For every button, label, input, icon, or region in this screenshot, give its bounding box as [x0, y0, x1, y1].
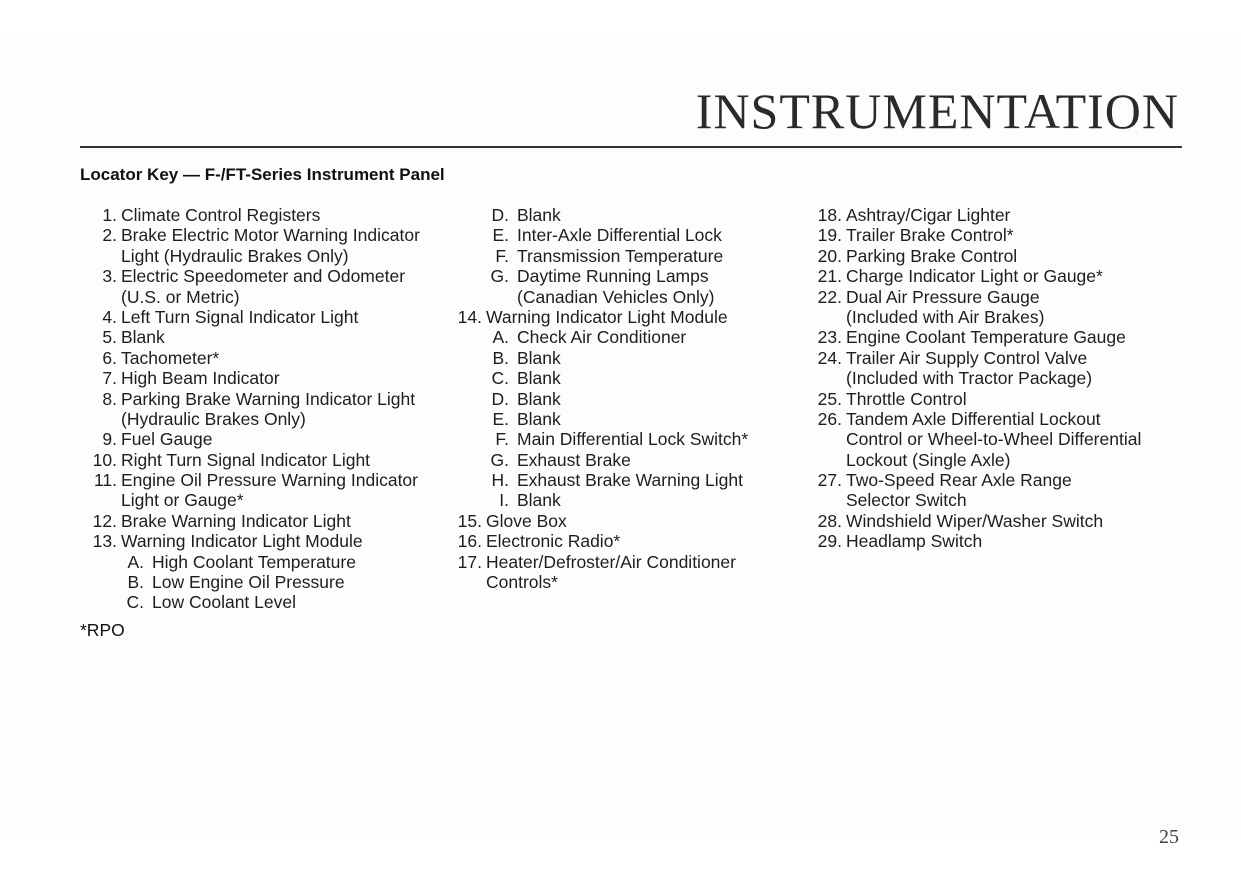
item-number	[80, 287, 117, 307]
locator-item	[805, 429, 1175, 449]
locator-item	[80, 429, 450, 449]
item-label: Light (Hydraulic Brakes Only)	[121, 245, 349, 266]
locator-item	[445, 450, 795, 470]
item-number: 17.	[457, 551, 482, 572]
item-number: 6.	[102, 347, 117, 368]
item-number: G.	[490, 266, 509, 287]
item-number	[80, 246, 117, 266]
locator-item	[805, 490, 1175, 510]
locator-item	[445, 266, 795, 286]
locator-item	[445, 490, 795, 510]
item-number: 24.	[817, 347, 842, 368]
item-label: Windshield Wiper/Washer Switch	[846, 510, 1104, 531]
item-number: 23.	[817, 327, 842, 348]
item-number: D.	[491, 205, 509, 225]
item-label: Brake Electric Motor Warning Indicator	[121, 225, 420, 246]
item-number	[805, 429, 842, 449]
locator-item	[805, 205, 1175, 225]
item-label: Ashtray/Cigar Lighter	[846, 205, 1011, 225]
item-number: D.	[491, 388, 509, 409]
locator-item	[445, 531, 795, 551]
item-number	[805, 368, 842, 388]
item-label: Blank	[517, 347, 561, 368]
locator-item	[80, 348, 450, 368]
locator-item	[80, 246, 450, 266]
item-label: Blank	[517, 205, 561, 225]
locator-item	[445, 287, 795, 307]
locator-item	[80, 307, 450, 327]
locator-item	[805, 368, 1175, 388]
item-label: Blank	[517, 490, 561, 511]
item-number	[80, 409, 117, 429]
item-number	[805, 307, 842, 327]
item-label: Engine Coolant Temperature Gauge	[846, 327, 1126, 348]
item-label: Blank	[517, 388, 561, 409]
item-number: 14.	[457, 306, 482, 327]
item-label: Main Differential Lock Switch*	[517, 429, 749, 450]
locator-item	[445, 389, 795, 409]
item-number: 8.	[102, 388, 117, 409]
item-label: Tachometer*	[121, 347, 220, 368]
item-label: Transmission Temperature	[517, 245, 724, 266]
footnote: *RPO	[80, 620, 125, 640]
locator-item	[445, 429, 795, 449]
item-number: 10.	[92, 449, 117, 470]
header-rule	[80, 146, 1182, 148]
locator-item	[445, 470, 795, 490]
item-number: H.	[491, 470, 509, 491]
item-label: Engine Oil Pressure Warning Indicator	[121, 470, 418, 491]
item-label: Warning Indicator Light Module	[121, 531, 363, 552]
item-label: Inter-Axle Differential Lock	[517, 225, 722, 246]
item-label: Lockout (Single Axle)	[846, 449, 1011, 470]
item-label: Left Turn Signal Indicator Light	[121, 306, 359, 327]
locator-item	[80, 368, 450, 388]
item-number: B.	[127, 572, 144, 593]
locator-item	[80, 592, 450, 612]
item-label: High Coolant Temperature	[152, 551, 356, 572]
item-label: Parking Brake Control	[846, 245, 1018, 266]
item-number	[805, 490, 842, 510]
locator-column-3	[805, 205, 1175, 552]
locator-item	[80, 511, 450, 531]
item-number	[80, 490, 117, 510]
locator-item	[80, 490, 450, 510]
locator-item	[445, 205, 795, 225]
item-label: (Included with Air Brakes)	[846, 306, 1045, 327]
locator-item	[80, 531, 450, 551]
item-label: (Included with Tractor Package)	[846, 368, 1093, 389]
item-label: Low Engine Oil Pressure	[152, 572, 345, 593]
locator-item	[805, 450, 1175, 470]
locator-item	[445, 511, 795, 531]
item-number: 12.	[92, 510, 117, 531]
item-label: Low Coolant Level	[152, 592, 296, 613]
locator-item	[80, 389, 450, 409]
locator-item	[805, 266, 1175, 286]
section-title: Locator Key — F-/FT-Series Instrument Panel	[80, 165, 445, 184]
locator-item	[805, 511, 1175, 531]
item-number: 19.	[817, 225, 842, 246]
item-label: Climate Control Registers	[121, 205, 321, 225]
page-title: INSTRUMENTATION	[695, 83, 1179, 139]
locator-column-1	[80, 205, 450, 613]
locator-item	[80, 287, 450, 307]
item-label: Glove Box	[486, 510, 567, 531]
locator-item	[80, 409, 450, 429]
item-number: C.	[126, 592, 144, 613]
item-label: Dual Air Pressure Gauge	[846, 286, 1040, 307]
item-label: Two-Speed Rear Axle Range	[846, 470, 1072, 491]
item-label: Light or Gauge*	[121, 490, 244, 511]
locator-item	[805, 225, 1175, 245]
item-number: A.	[127, 551, 144, 572]
locator-item	[80, 572, 450, 592]
item-label: Exhaust Brake	[517, 449, 631, 470]
item-label: Blank	[121, 327, 165, 348]
item-label: Blank	[517, 368, 561, 389]
item-label: Warning Indicator Light Module	[486, 306, 728, 327]
locator-item	[80, 205, 450, 225]
item-label: Tandem Axle Differential Lockout	[846, 408, 1101, 429]
item-label: Exhaust Brake Warning Light	[517, 470, 743, 491]
item-number: 9.	[102, 429, 117, 450]
locator-item	[805, 409, 1175, 429]
locator-item	[80, 225, 450, 245]
item-label: Check Air Conditioner	[517, 327, 687, 348]
item-label: Controls*	[486, 572, 558, 593]
item-label: Charge Indicator Light or Gauge*	[846, 266, 1103, 287]
item-label: Fuel Gauge	[121, 429, 213, 450]
locator-item	[445, 225, 795, 245]
locator-item	[805, 246, 1175, 266]
item-number: F.	[495, 429, 509, 450]
document-page	[0, 38, 1241, 848]
item-label: (Hydraulic Brakes Only)	[121, 408, 306, 429]
item-number: 11.	[93, 470, 117, 491]
item-number: A.	[492, 327, 509, 348]
locator-item	[445, 572, 795, 592]
item-label: Blank	[517, 408, 561, 429]
locator-item	[445, 307, 795, 327]
item-number: 29.	[817, 531, 842, 552]
locator-item	[445, 327, 795, 347]
item-number	[445, 572, 482, 592]
item-number: 27.	[817, 470, 842, 491]
locator-item	[805, 307, 1175, 327]
locator-item	[80, 327, 450, 347]
item-label: Right Turn Signal Indicator Light	[121, 449, 371, 470]
item-number: E.	[492, 225, 509, 246]
locator-item	[80, 266, 450, 286]
item-number: B.	[492, 347, 509, 368]
item-number: 18.	[817, 205, 842, 225]
item-label: (U.S. or Metric)	[121, 286, 240, 307]
locator-item	[445, 552, 795, 572]
item-number: 22.	[817, 286, 842, 307]
item-number: 16.	[457, 531, 482, 552]
locator-item	[445, 246, 795, 266]
item-number: 2.	[102, 225, 117, 246]
item-label: Throttle Control	[846, 388, 967, 409]
item-number: 20.	[817, 245, 842, 266]
locator-item	[445, 409, 795, 429]
locator-item	[805, 389, 1175, 409]
locator-column-2	[445, 205, 795, 592]
item-number: 21.	[817, 266, 842, 287]
item-label: Heater/Defroster/Air Conditioner	[486, 551, 736, 572]
item-number: F.	[495, 245, 509, 266]
locator-item	[80, 470, 450, 490]
item-number: C.	[491, 368, 509, 389]
item-label: Electronic Radio*	[486, 531, 621, 552]
item-number: 13.	[92, 531, 117, 552]
locator-item	[445, 348, 795, 368]
locator-item	[80, 552, 450, 572]
item-label: Trailer Air Supply Control Valve	[846, 347, 1088, 368]
item-label: Brake Warning Indicator Light	[121, 510, 351, 531]
item-number: G.	[490, 449, 509, 470]
item-number: 1.	[102, 205, 117, 225]
item-number: 25.	[817, 388, 842, 409]
item-label: Electric Speedometer and Odometer	[121, 266, 406, 287]
locator-item	[805, 348, 1175, 368]
locator-item	[80, 450, 450, 470]
item-label: Parking Brake Warning Indicator Light	[121, 388, 416, 409]
item-label: Selector Switch	[846, 490, 967, 511]
locator-item	[445, 368, 795, 388]
item-label: Control or Wheel-to-Wheel Differential	[846, 429, 1142, 450]
item-number: E.	[492, 408, 509, 429]
item-label: (Canadian Vehicles Only)	[517, 286, 715, 307]
item-label: Headlamp Switch	[846, 531, 983, 552]
item-number: 3.	[102, 266, 117, 287]
locator-item	[805, 327, 1175, 347]
locator-item	[805, 531, 1175, 551]
item-number: 5.	[102, 327, 117, 348]
item-number: 7.	[102, 368, 117, 389]
item-number: 28.	[817, 510, 842, 531]
item-number: 15.	[457, 510, 482, 531]
locator-item	[805, 287, 1175, 307]
item-label: Trailer Brake Control*	[846, 225, 1014, 246]
item-number	[445, 287, 509, 307]
item-number: 26.	[817, 408, 842, 429]
item-label: High Beam Indicator	[121, 368, 280, 389]
item-number	[805, 450, 842, 470]
item-label: Daytime Running Lamps	[517, 266, 709, 287]
item-number: I.	[499, 490, 509, 511]
item-number: 4.	[102, 306, 117, 327]
locator-item	[805, 470, 1175, 490]
page-number: 25	[1159, 826, 1179, 848]
